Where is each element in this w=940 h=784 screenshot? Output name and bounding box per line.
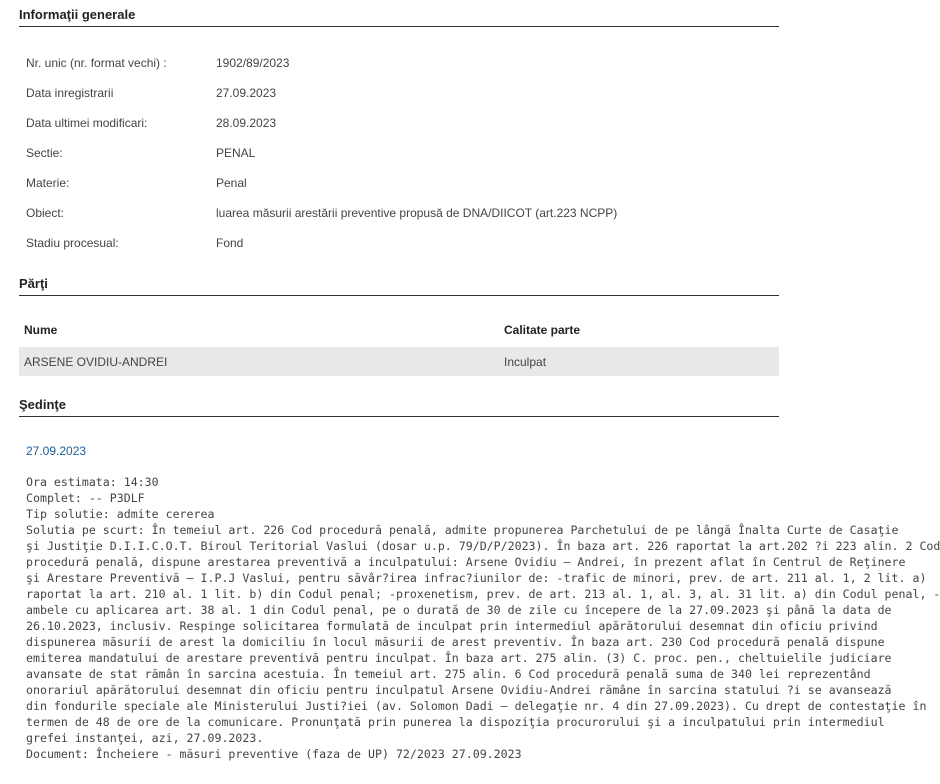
table-row bbox=[19, 347, 779, 376]
document-link[interactable]: Document: Încheiere - măsuri preventive (faza de UP) 72/2023 27.09.2023 bbox=[26, 747, 522, 761]
solutie-line: avansate de stat rămân în sarcina acestuia. În temeiul art. 275 alin. 6 Cod procedură penală suma de 340 lei reprezentând bbox=[26, 667, 871, 681]
ora-estimata: Ora estimata: 14:30 bbox=[26, 475, 159, 489]
solutie-line: şi Arestare Preventivă – I.P.J Vaslui, pentru săvâr?irea infrac?iunilor de: -trafic de minori, prev. de art. 211 al. 1, 2 lit. a) bbox=[26, 571, 927, 585]
solutie-line: şi Justiţie D.I.I.C.O.T. Biroul Teritorial Vaslui (dosar u.p. 79/D/P/2023). În baza art. 226 raportat la art.202 ?i 223 alin. 2 Cod bbox=[26, 539, 940, 553]
solutie-line: ambele cu aplicarea art. 38 al. 1 din Codul penal, pe o durată de 30 de zile cu începere de la 27.09.2023 şi până la data de bbox=[26, 603, 892, 617]
solutie-line: raportat la art. 210 al. 1 lit. b) din Codul penal; -proxenetism, prev. de art. 213 al. 1, al. 3, al. 31 lit. a) din Codul penal, - bbox=[26, 587, 940, 601]
parte-nume: ARSENE OVIDIU-ANDREI bbox=[24, 354, 168, 369]
info-value: luarea măsurii arestării preventive propusă de DNA/DIICOT (art.223 NCPP) bbox=[216, 206, 618, 220]
solutie-line: emiterea mandatului de arestare preventivă pentru inculpat. În baza art. 275 alin. (3) C. proc. pen., cheltuielile judiciare bbox=[26, 651, 892, 665]
info-value: 27.09.2023 bbox=[216, 86, 277, 100]
sedinta-date: 27.09.2023 bbox=[26, 444, 87, 458]
info-label: Nr. unic (nr. format vechi) : bbox=[26, 56, 167, 70]
solutie-line: dispunerea măsurii de arest la domiciliu în locul măsurii de arest preventiv. În baza art. 230 Cod procedură penală dispune bbox=[26, 635, 885, 649]
solutie-line: Solutia pe scurt: În temeiul art. 226 Cod procedură penală, admite propunerea Parchetului de pe lângă Înalta Curte de Casaţie bbox=[26, 523, 899, 537]
tip-solutie: Tip solutie: admite cererea bbox=[26, 507, 215, 521]
info-value: PENAL bbox=[216, 146, 256, 160]
info-label: Stadiu procesual: bbox=[26, 236, 119, 250]
info-label: Data inregistrarii bbox=[26, 86, 114, 100]
section-title-sedinte: Şedinţe bbox=[19, 397, 779, 417]
info-label: Sectie: bbox=[26, 146, 63, 160]
info-value: 28.09.2023 bbox=[216, 116, 277, 130]
section-title-parti: Părţi bbox=[19, 276, 779, 296]
parte-calitate: Inculpat bbox=[504, 354, 547, 369]
header-nume: Nume bbox=[24, 323, 58, 337]
section-title-informatii-generale: Informaţii generale bbox=[19, 7, 779, 27]
sedinta-details bbox=[26, 474, 940, 762]
complet: Complet: -- P3DLF bbox=[26, 491, 145, 505]
solutie-line: onorariul apărătorului desemnat din oficiu pentru inculpatul Arsene Ovidiu-Andrei rămâne în sarcina statului ?i se avansează bbox=[26, 683, 892, 697]
solutie-line: procedură penală, dispune arestarea preventivă a inculpatului: Arsene Ovidiu – Andrei, în prezent aflat în Centrul de Reţinere bbox=[26, 555, 906, 569]
header-calitate-parte: Calitate parte bbox=[504, 323, 581, 337]
solutie-line: din fondurile speciale ale Ministerului Justi?iei (av. Solomon Dadi – delegaţie nr. 4 din 27.09.2023). Cu drept de contestaţie în bbox=[26, 699, 927, 713]
solutie-line: grefei instanţei, azi, 27.09.2023. bbox=[26, 731, 264, 745]
info-label: Obiect: bbox=[26, 206, 65, 220]
info-label: Data ultimei modificari: bbox=[26, 116, 148, 130]
info-value: 1902/89/2023 bbox=[216, 56, 290, 70]
info-label: Materie: bbox=[26, 176, 70, 190]
info-value: Fond bbox=[216, 236, 244, 250]
solutie-line: 26.10.2023, inclusiv. Respinge solicitarea formulată de inculpat prin intermediul apărătorului desemnat din oficiu privind bbox=[26, 619, 878, 633]
info-value: Penal bbox=[216, 176, 247, 190]
solutie-line: termen de 48 de ore de la comunicare. Pronunţată prin punerea la dispoziţia procurorului şi a inculpatului prin intermediul bbox=[26, 715, 885, 729]
